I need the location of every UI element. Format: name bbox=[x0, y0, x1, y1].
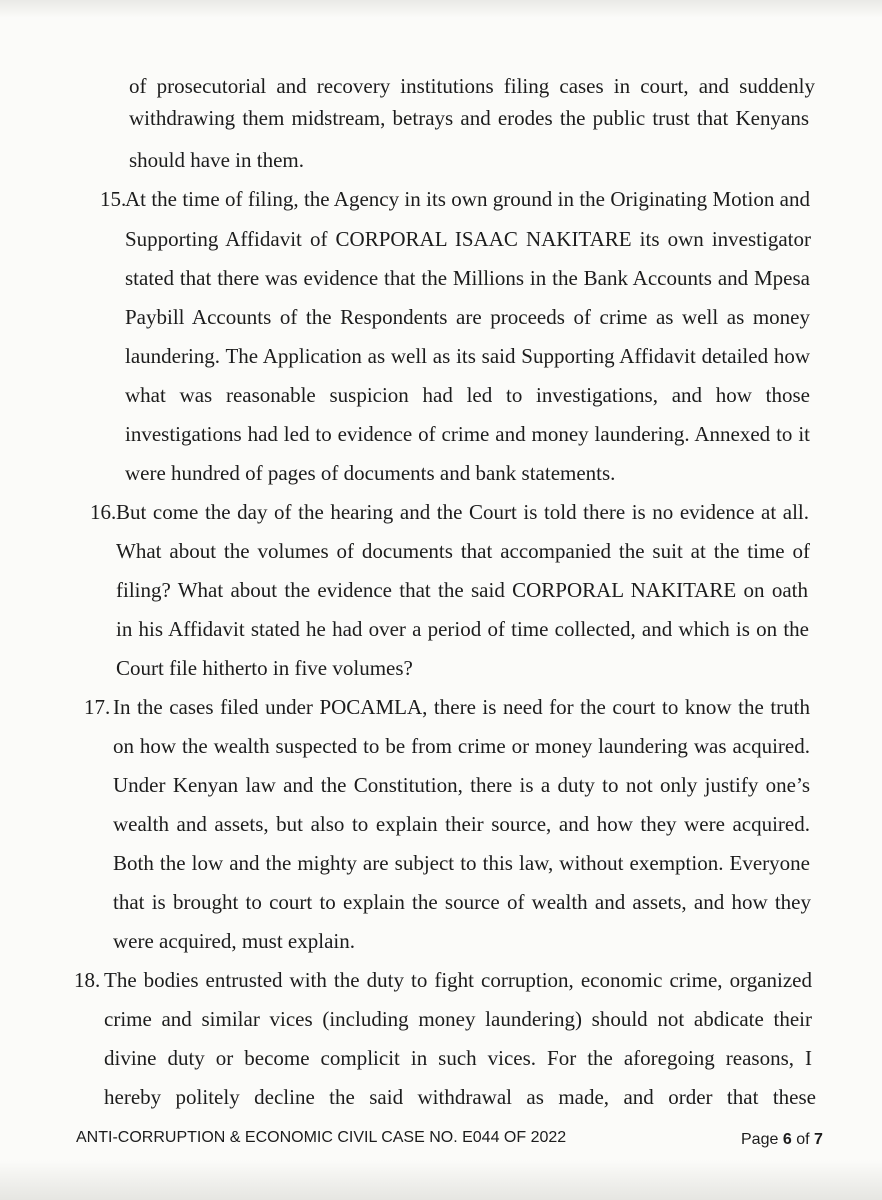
paragraph-line: Both the low and the mighty are subject to this law, without exemption. Everyone bbox=[113, 851, 810, 875]
intro-line: withdrawing them midstream, betrays and erodes the public trust that Kenyans bbox=[129, 106, 809, 130]
paragraph-line: Supporting Affidavit of CORPORAL ISAAC NAKITARE its own investigator bbox=[125, 227, 811, 251]
paragraph-line: Court file hitherto in five volumes? bbox=[116, 656, 413, 680]
paragraph-line: stated that there was evidence that the Millions in the Bank Accounts and Mpesa bbox=[125, 266, 810, 290]
paragraph-number: 16. bbox=[90, 500, 117, 524]
intro-line: should have in them. bbox=[129, 148, 304, 172]
paragraph-line: laundering. The Application as well as its said Supporting Affidavit detailed how bbox=[125, 344, 810, 368]
paragraph-line: were hundred of pages of documents and bank statements. bbox=[125, 461, 616, 485]
paragraph-line: hereby politely decline the said withdrawal as made, and order that these bbox=[104, 1085, 816, 1109]
page-number-footer bbox=[741, 1130, 823, 1150]
intro-line: of prosecutorial and recovery institutions filing cases in court, and suddenly bbox=[129, 74, 815, 98]
paragraph-line: In the cases filed under POCAMLA, there is need for the court to know the truth bbox=[113, 695, 810, 719]
paragraph-number: 17. bbox=[84, 695, 111, 719]
paragraph-line: that is brought to court to explain the source of wealth and assets, and how they bbox=[113, 890, 811, 914]
scan-shadow-top bbox=[0, 0, 882, 18]
paragraph-line: crime and similar vices (including money laundering) should not abdicate their bbox=[104, 1007, 812, 1031]
paragraph-line: investigations had led to evidence of crime and money laundering. Annexed to it bbox=[125, 422, 810, 446]
paragraph-line: wealth and assets, but also to explain their source, and how they were acquired. bbox=[113, 812, 810, 836]
paragraph-line: At the time of filing, the Agency in its own ground in the Originating Motion and bbox=[125, 187, 810, 211]
paragraph-number: 18. bbox=[74, 968, 101, 992]
paragraph-line: divine duty or become complicit in such vices. For the aforegoing reasons, I bbox=[104, 1046, 812, 1070]
paragraph-line: Under Kenyan law and the Constitution, there is a duty to not only justify one’s bbox=[113, 773, 810, 797]
paragraph-line: Paybill Accounts of the Respondents are proceeds of crime as well as money bbox=[125, 305, 810, 329]
paragraph-line: were acquired, must explain. bbox=[113, 929, 355, 953]
paragraph-line: filing? What about the evidence that the said CORPORAL NAKITARE on oath bbox=[116, 578, 808, 602]
paragraph-line: The bodies entrusted with the duty to fight corruption, economic crime, organized bbox=[104, 968, 812, 992]
current-page-number: 6 bbox=[782, 1131, 792, 1148]
scan-shadow-bottom bbox=[0, 1160, 882, 1200]
paragraph-line: what was reasonable suspicion had led to investigations, and how those bbox=[125, 383, 810, 407]
page-word: Page bbox=[741, 1131, 779, 1148]
paragraph-number: 15. bbox=[100, 187, 127, 211]
total-pages-number: 7 bbox=[813, 1131, 823, 1148]
paragraph-line: in his Affidavit stated he had over a period of time collected, and which is on the bbox=[116, 617, 809, 641]
page-of-word: of bbox=[796, 1131, 810, 1148]
paragraph-line: But come the day of the hearing and the Court is told there is no evidence at all. bbox=[116, 500, 809, 524]
case-number-footer: ANTI-CORRUPTION & ECONOMIC CIVIL CASE NO. E044 OF 2022 bbox=[76, 1129, 567, 1146]
paragraph-line: on how the wealth suspected to be from crime or money laundering was acquired. bbox=[113, 734, 810, 758]
paragraph-line: What about the volumes of documents that accompanied the suit at the time of bbox=[116, 539, 810, 563]
